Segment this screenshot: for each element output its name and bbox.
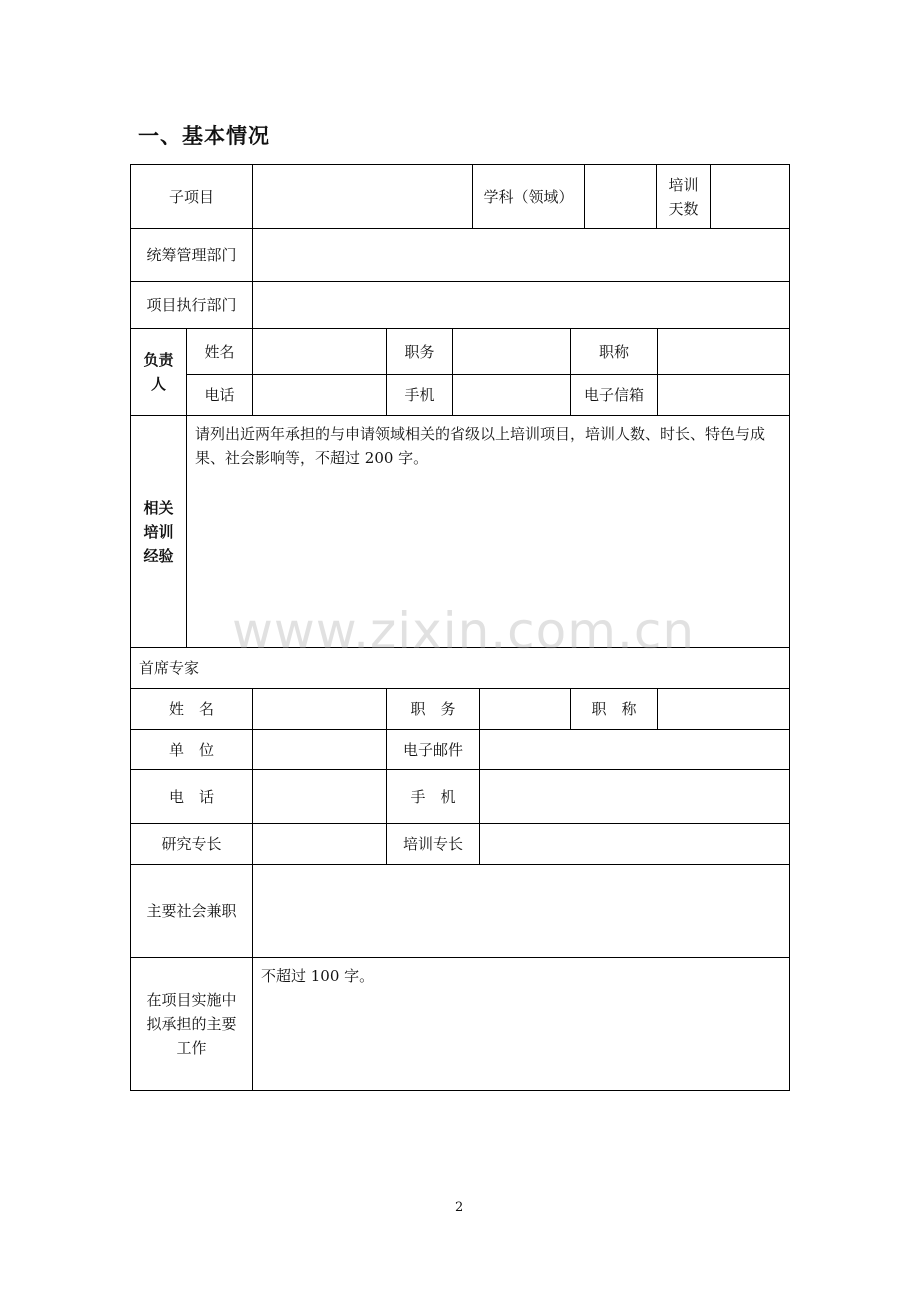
expert-research-field[interactable] bbox=[252, 823, 387, 865]
training-experience-instruction: 请列出近两年承担的与申请领域相关的省级以上培训项目，培训人数、时长、特色与成果、社会影响等，不超过 200 字。 bbox=[195, 425, 766, 467]
expert-social-roles-label: 主要社会兼职 bbox=[130, 864, 253, 958]
responsible-person-label: 负责 人 bbox=[130, 328, 187, 416]
responsible-mobile-field[interactable] bbox=[452, 374, 571, 416]
expert-title-field[interactable] bbox=[657, 688, 790, 730]
coordinating-dept-field[interactable] bbox=[252, 228, 790, 282]
responsible-title-label: 职称 bbox=[570, 328, 658, 375]
expert-mobile-label: 手 机 bbox=[386, 769, 480, 824]
responsible-phone-label: 电话 bbox=[186, 374, 253, 416]
expert-email-label: 电子邮件 bbox=[386, 729, 480, 770]
training-days-field[interactable] bbox=[710, 164, 790, 229]
expert-name-label: 姓 名 bbox=[130, 688, 253, 730]
training-days-label: 培训 天数 bbox=[656, 164, 711, 229]
expert-name-field[interactable] bbox=[252, 688, 387, 730]
expert-training-field[interactable] bbox=[479, 823, 790, 865]
expert-phone-field[interactable] bbox=[252, 769, 387, 824]
expert-unit-field[interactable] bbox=[252, 729, 387, 770]
coordinating-dept-label: 统筹管理部门 bbox=[130, 228, 253, 282]
expert-main-work-label: 在项目实施中 拟承担的主要 工作 bbox=[130, 957, 253, 1091]
expert-position-label: 职 务 bbox=[386, 688, 480, 730]
training-experience-label: 相关 培训 经验 bbox=[130, 415, 187, 648]
responsible-position-label: 职务 bbox=[386, 328, 453, 375]
responsible-title-field[interactable] bbox=[657, 328, 790, 375]
expert-mobile-field[interactable] bbox=[479, 769, 790, 824]
section-heading: 一、基本情况 bbox=[138, 124, 270, 148]
expert-unit-label: 单 位 bbox=[130, 729, 253, 770]
expert-email-field[interactable] bbox=[479, 729, 790, 770]
expert-main-work-field[interactable] bbox=[252, 957, 790, 1091]
executing-dept-label: 项目执行部门 bbox=[130, 281, 253, 329]
subject-field[interactable] bbox=[584, 164, 657, 229]
responsible-mobile-label: 手机 bbox=[386, 374, 453, 416]
subject-label: 学科（领域） bbox=[472, 164, 585, 229]
expert-social-roles-field[interactable] bbox=[252, 864, 790, 958]
responsible-phone-field[interactable] bbox=[252, 374, 387, 416]
expert-research-label: 研究专长 bbox=[130, 823, 253, 865]
responsible-name-field[interactable] bbox=[252, 328, 387, 375]
sub-project-field[interactable] bbox=[252, 164, 473, 229]
responsible-position-field[interactable] bbox=[452, 328, 571, 375]
expert-position-field[interactable] bbox=[479, 688, 571, 730]
responsible-name-label: 姓名 bbox=[186, 328, 253, 375]
responsible-email-label: 电子信箱 bbox=[570, 374, 658, 416]
chief-expert-section-label: 首席专家 bbox=[130, 647, 790, 689]
sub-project-label: 子项目 bbox=[130, 164, 253, 229]
site-watermark: www.zixin.com.cn bbox=[232, 602, 696, 660]
executing-dept-field[interactable] bbox=[252, 281, 790, 329]
responsible-email-field[interactable] bbox=[657, 374, 790, 416]
expert-title-label: 职 称 bbox=[570, 688, 658, 730]
expert-main-work-instruction: 不超过 100 字。 bbox=[261, 967, 375, 985]
page-number: 2 bbox=[455, 1200, 464, 1215]
expert-training-label: 培训专长 bbox=[386, 823, 480, 865]
expert-phone-label: 电 话 bbox=[130, 769, 253, 824]
